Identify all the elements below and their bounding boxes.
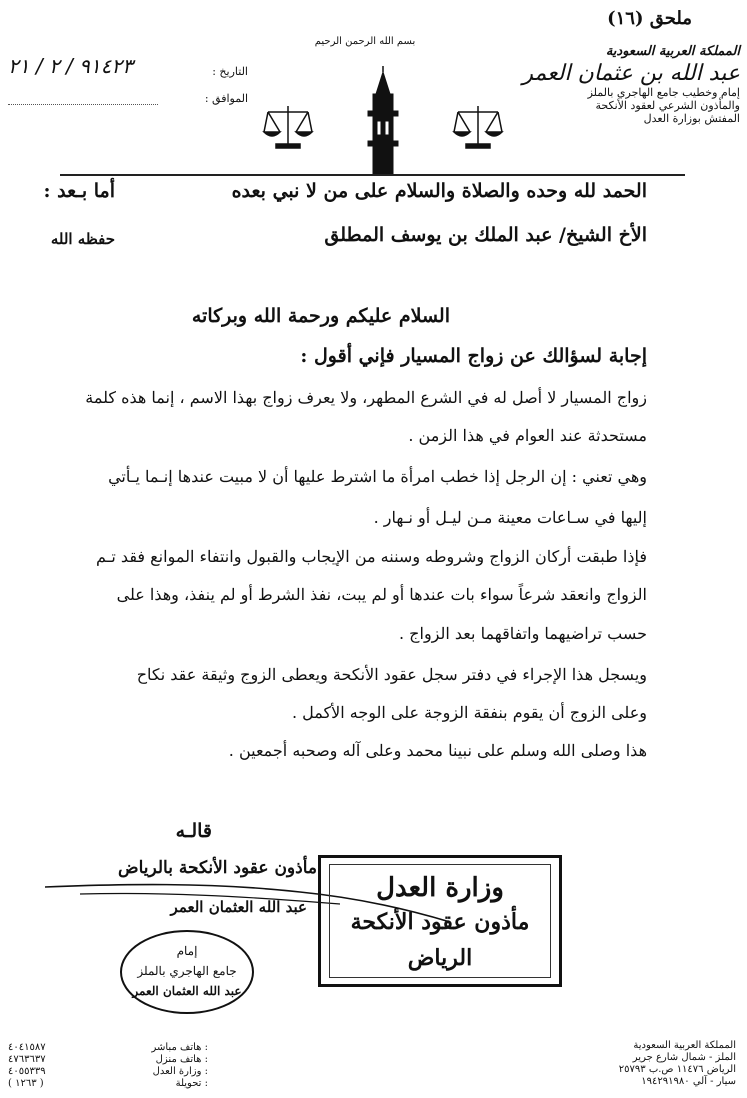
opening-line: الحمد لله وحده والصلاة والسلام على من لا نبي بعده [231, 180, 647, 202]
appendix-label: ملحق (١٦) [607, 8, 692, 29]
date-value: ٩١٤٢٣ / ٢ / ٢١ [8, 54, 133, 78]
imam-signature: عبد الله بن عثمان العمر [522, 61, 740, 86]
body-line: زواج المسيار لا أصل له في الشرع المطهر، ولا يعرف زواج بهذا الاسم ، إنما هذه كلمة [85, 388, 647, 407]
body-line: هذا وصلى الله وسلم على نبينا محمد وعلى آله وصحبه أجمعين . [228, 741, 647, 760]
equivalent-date-line [8, 94, 158, 105]
stamp-title: مأذون عقود الأنكحة [350, 909, 530, 935]
body-line: مستحدثة عند العوام في هذا الزمن . [408, 426, 647, 445]
body-line: وعلى الزوج أن يقوم بنفقة الزوجة على الوجه الأكمل . [291, 703, 647, 722]
address-line: سيار - آلي ١٩٤٢٩١٩٨٠ [641, 1076, 736, 1087]
amma-baad: أما بـعد : [43, 180, 115, 202]
contact-label: هاتف منزل : [155, 1054, 208, 1065]
addressee: الأخ الشيخ/ عبد الملك بن يوسف المطلق [324, 224, 647, 246]
contact-label: تحويلة : [175, 1078, 208, 1089]
kingdom-name: المملكة العربية السعودية [605, 44, 740, 59]
oval-stamp-line: جامع الهاجري بالملز [137, 964, 237, 978]
letterhead-line: المفتش بوزارة العدل [643, 112, 740, 125]
header-divider [60, 174, 685, 176]
contact-label: هاتف مباشر : [151, 1042, 208, 1053]
date-block [8, 56, 248, 105]
stamp-ministry: وزارة العدل [376, 873, 504, 903]
signatory-title: مأذون عقود الأنكحة بالرياض [118, 858, 317, 878]
address-line: الرياض ١١٤٧٦ ص.ب ٢٥٧٩٣ [618, 1064, 736, 1075]
letterhead-line: إمام وخطيب جامع الهاجري بالملز [587, 86, 740, 99]
minaret-scales-emblem [258, 66, 508, 176]
body-line: إليها في سـاعات معينة مـن ليـل أو نـهار . [373, 508, 647, 527]
letterhead [520, 44, 740, 125]
stamp-city: الرياض [407, 945, 473, 971]
body-line: ويسجل هذا الإجراء في دفتر سجل عقود الأنكحة ويعطى الزوج وثيقة عقد نكاح [136, 665, 647, 684]
minaret-icon [368, 66, 398, 174]
body-line: حسب تراضيهما واتفاقهما بعد الزواج . [399, 624, 647, 643]
address-line: المملكة العربية السعودية [633, 1040, 736, 1051]
body-line: فإذا طبقت أركان الزواج وشروطه وسننه من الإيجاب والقبول وانتفاء الموانع فقد تـم [96, 547, 647, 566]
greeting: السلام عليكم ورحمة الله وبركاته [191, 305, 450, 327]
left-scale-icon [264, 106, 312, 148]
equivalent-date-label: الموافق : [204, 92, 248, 105]
right-scale-icon [454, 106, 502, 148]
date-label: التاريخ : [212, 65, 248, 78]
contact-numbers [8, 1042, 208, 1090]
contact-value: ٤٧٦٣٦٣٧ [8, 1054, 46, 1065]
subject-line: إجابة لسؤالك عن زواج المسيار فإني أقول : [300, 345, 647, 367]
contact-label: وزارة العدل : [152, 1066, 208, 1077]
address-line: الملز - شمال شارع جرير [632, 1052, 736, 1063]
oval-stamp-line: عبد الله العثمان العمر [132, 984, 242, 998]
body-line: الزواج وانعقد شرعاً سواء بات عندها أو لم يبت، نفذ الشرط أو لم ينفذ، وهذا على [116, 585, 647, 604]
address-block [566, 1040, 736, 1088]
contact-value: ٤٠٥٥٣٣٩ [8, 1066, 46, 1077]
ministry-stamp [318, 855, 562, 987]
letterhead-line: والمأذون الشرعي لعقود الأنكحة [595, 99, 740, 112]
body-line: وهي تعني : إن الرجل إذا خطب امرأة ما اشترط عليها أن لا مبيت عندها إنـما يـأتي [108, 467, 647, 486]
contact-value: ( ١٢٦٣ ) [8, 1078, 44, 1089]
oval-stamp-line: إمام [176, 944, 198, 958]
addressee-blessing: حفظه الله [50, 230, 115, 248]
signatory-name: عبد الله العثمان العمر [170, 898, 307, 916]
said-by: قالـه [175, 820, 212, 842]
imam-oval-stamp [120, 930, 254, 1014]
basmala: بسم الله الرحمن الرحيم [314, 36, 416, 47]
contact-value: ٤٠٤١٥٨٧ [8, 1042, 46, 1053]
